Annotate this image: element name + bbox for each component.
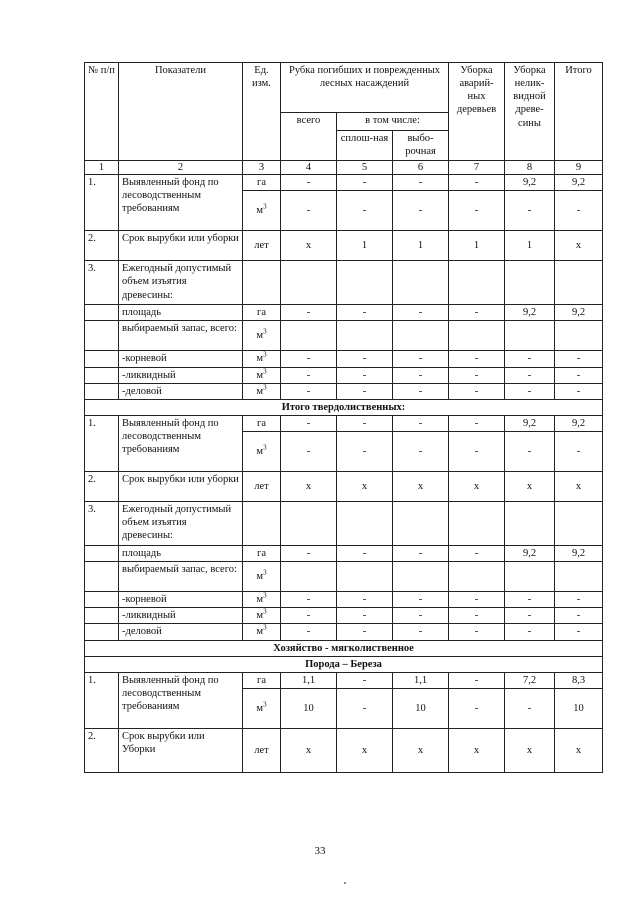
header-felling: Рубка погибших и поврежденных лесных насаждений <box>281 63 449 113</box>
table-row: 3. Ежегодный допустимый объем изъятия древесины: <box>85 502 603 546</box>
page-number: 33 <box>314 845 326 857</box>
table-row: $м^3$ - - - - - - <box>85 191 603 231</box>
header-illiquid: Уборка нелик-видной древе-сины <box>505 63 555 161</box>
header-emergency: Уборка аварий-ных деревьев <box>449 63 505 161</box>
table-row: 1. Выявленный фонд по лесоводственным требованиям га - - - - 9,2 9,2 <box>85 415 603 431</box>
table-row: площадь га - - - - 9,2 9,2 <box>85 546 603 562</box>
table-row: 3. Ежегодный допустимый объем изъятия древесины: <box>85 261 603 305</box>
section-heading-birch: Порода – Береза <box>85 656 603 672</box>
header-incl: в том числе: <box>337 113 449 131</box>
header-unit: Ед. изм. <box>243 63 281 161</box>
header-indicators: Показатели <box>119 63 243 161</box>
header-itogo: Итого <box>555 63 603 161</box>
table-row: $м^3$ - - - - - - <box>85 432 603 472</box>
header-total-sub: всего <box>281 113 337 161</box>
table-row: 2. Срок вырубки или уборки лет x x x x x x <box>85 472 603 502</box>
table-row: -ликвидный $м^3$ - - - - - - <box>85 608 603 624</box>
header-num: № п/п <box>85 63 119 161</box>
table-row: выбираемый запас, всего: $м^3$ <box>85 321 603 351</box>
table-row: $м^3$ 10 - 10 - - 10 <box>85 688 603 728</box>
scan-speck <box>344 882 346 884</box>
column-numbers-row: 1 2 3 4 5 6 7 8 9 <box>85 161 603 175</box>
table-row: -ликвидный $м^3$ - - - - - - <box>85 367 603 383</box>
row-label: Выявленный фонд по лесоводственным требованиям <box>119 175 243 231</box>
forest-felling-table <box>84 62 603 773</box>
header-clear: сплош-ная <box>337 131 393 161</box>
table-row: -деловой $м^3$ - - - - - - <box>85 624 603 640</box>
table-row: 2. Срок вырубки или Уборки лет x x x x x x <box>85 728 603 772</box>
unit-m3: $м^3$ <box>243 191 281 231</box>
header-selective: выбо-рочная <box>393 131 449 161</box>
section-heading-hardwood: Итого твердолиственных: <box>85 399 603 415</box>
row-label: Выявленный фонд по лесоводственным требованиям <box>119 672 243 728</box>
table-row: площадь га - - - - 9,2 9,2 <box>85 305 603 321</box>
section-heading-softwood: Хозяйство - мягколиственное <box>85 640 603 656</box>
table-row: 2. Срок вырубки или уборки лет x 1 1 1 1 x <box>85 231 603 261</box>
table-row: -деловой $м^3$ - - - - - - <box>85 383 603 399</box>
table-row: выбираемый запас, всего: $м^3$ <box>85 562 603 592</box>
table-row: 1. Выявленный фонд по лесоводственным требованиям га - - - - 9,2 9,2 <box>85 175 603 191</box>
table-row: -корневой $м^3$ - - - - - - <box>85 351 603 367</box>
table-row: 1. Выявленный фонд по лесоводственным требованиям га 1,1 - 1,1 - 7,2 8,3 <box>85 672 603 688</box>
table-row: -корневой $м^3$ - - - - - - <box>85 592 603 608</box>
row-label: Выявленный фонд по лесоводственным требованиям <box>119 415 243 471</box>
